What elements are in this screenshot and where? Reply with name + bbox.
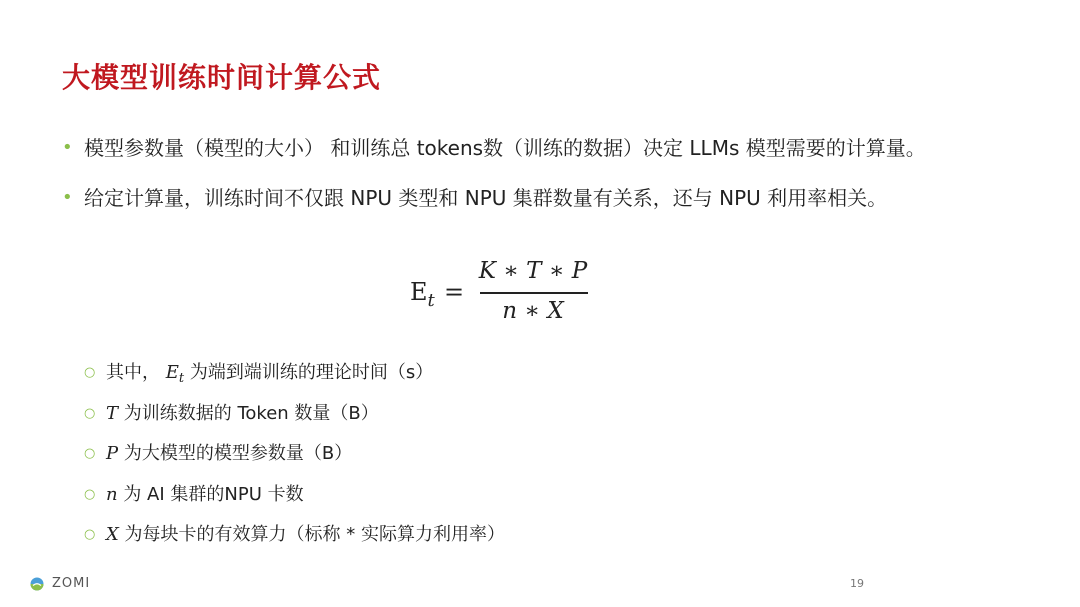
- definition-description: 为每块卡的有效算力（标称 * 实际算力利用率）: [118, 524, 505, 545]
- definition-text: [106, 439, 352, 469]
- definition-item: [84, 439, 984, 480]
- formula-lhs-base: E: [410, 278, 428, 306]
- definition-text: [106, 399, 379, 429]
- definition-text: [106, 358, 433, 390]
- formula-lhs-subscript: t: [427, 290, 435, 311]
- hollow-circle-icon: ○: [84, 446, 96, 461]
- formula-denominator: n ∗ X: [502, 298, 564, 324]
- footer-brand: ZOMI: [52, 576, 91, 591]
- hollow-circle-icon: ○: [84, 527, 96, 542]
- bullet-dot-icon: •: [62, 137, 73, 158]
- definition-description: 为 AI 集群的NPU 卡数: [117, 483, 304, 505]
- definition-description: 为大模型的模型参数量（B）: [118, 443, 353, 464]
- definition-list: [84, 358, 984, 561]
- definition-item: [84, 358, 984, 399]
- definition-variable: X: [106, 524, 119, 545]
- slide-title: 大模型训练时间计算公式: [62, 61, 382, 94]
- page-number: 19: [850, 577, 864, 590]
- bullet-dot-icon: •: [62, 187, 73, 208]
- definition-item: [84, 480, 984, 521]
- bullet-text: 模型参数量（模型的大小） 和训练总 tokens数（训练的数据）决定 LLMs 模型需要的计算量。: [84, 136, 926, 160]
- hollow-circle-icon: ○: [84, 405, 96, 421]
- definition-description: 为端到端训练的理论时间（s）: [184, 362, 434, 383]
- hollow-circle-icon: ○: [84, 365, 96, 380]
- definition-text: [106, 520, 505, 550]
- definition-item: [84, 399, 984, 440]
- definition-variable: T: [106, 402, 119, 424]
- bullet-list: [62, 130, 1042, 230]
- bullet-item: [62, 180, 1042, 230]
- fraction-bar: [480, 292, 588, 294]
- formula-numerator: K ∗ T ∗ P: [478, 258, 588, 284]
- hollow-circle-icon: ○: [84, 486, 96, 502]
- zomi-logo-icon: [30, 577, 44, 591]
- definition-variable: E: [165, 362, 179, 383]
- formula: [410, 258, 610, 328]
- definition-description: 为训练数据的 Token 数量（B）: [118, 402, 379, 424]
- definition-prefix: 其中，: [106, 362, 166, 383]
- bullet-item: [62, 130, 1042, 180]
- definition-item: [84, 520, 984, 561]
- definition-variable: n: [106, 483, 118, 505]
- definition-variable-subscript: t: [178, 371, 185, 386]
- formula-lhs: [410, 278, 435, 311]
- definition-text: [106, 480, 304, 510]
- bullet-text: 给定计算量，训练时间不仅跟 NPU 类型和 NPU 集群数量有关系，还与 NPU 利用率相关。: [84, 186, 888, 210]
- definition-variable: P: [106, 443, 119, 464]
- formula-equals: =: [444, 278, 465, 306]
